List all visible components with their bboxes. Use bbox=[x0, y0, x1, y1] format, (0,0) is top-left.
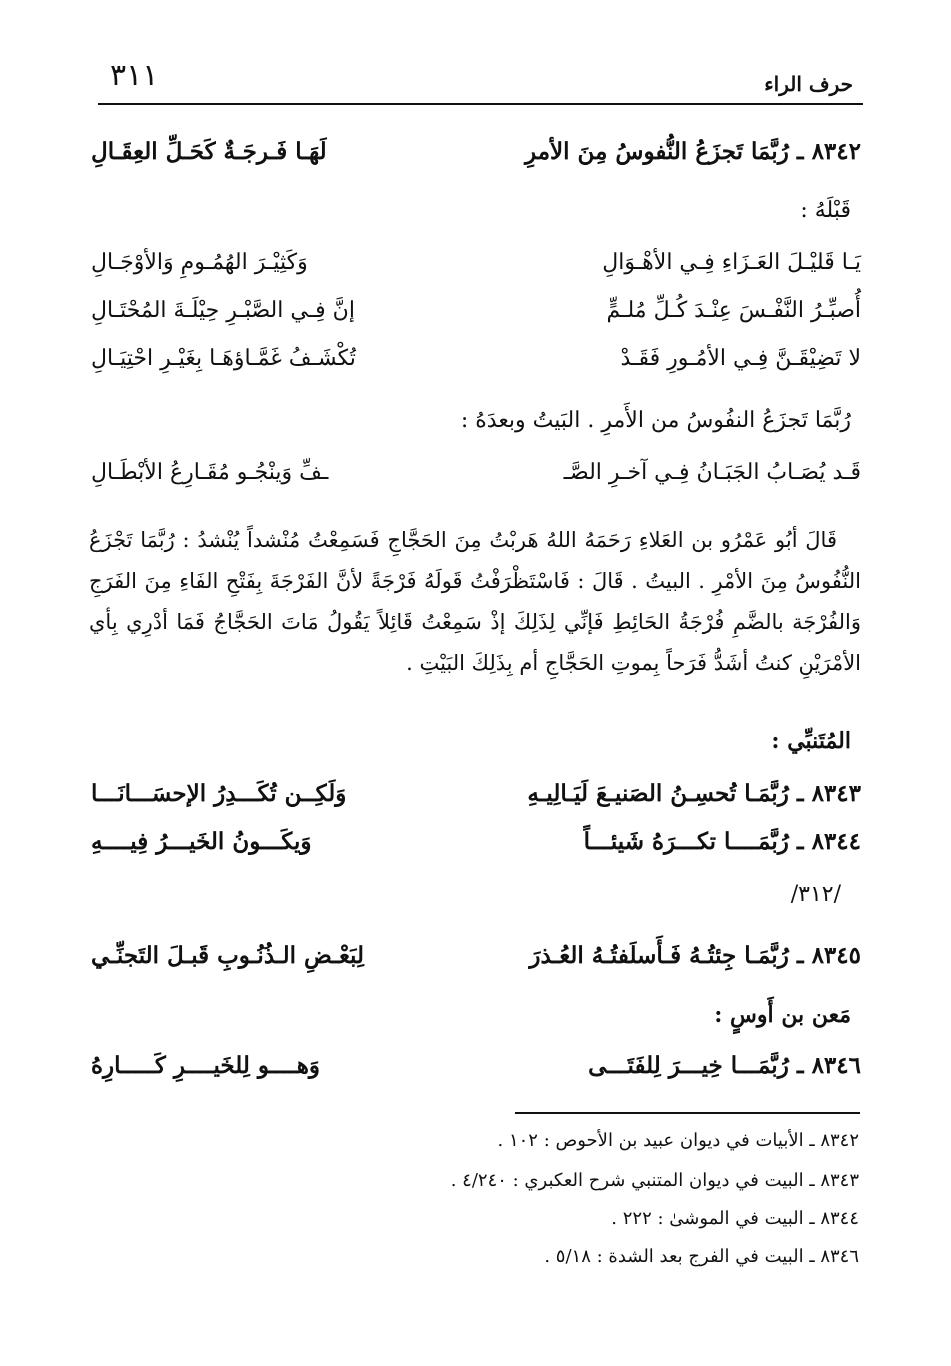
footnote-divider bbox=[515, 1112, 860, 1114]
maan-label: مَعن بن أَوسٍ : bbox=[714, 1002, 851, 1028]
footnote-8344: ٨٣٤٤ ـ البيت في الموشىٰ : ٢٢٢ . bbox=[611, 1208, 859, 1229]
verse-8342-second-hemistich: لَهَـا فَـرجَـةٌ كَحَـلِّ العِقَـالِ bbox=[91, 138, 327, 165]
footnote-8346: ٨٣٤٦ ـ البيت في الفرج بعد الشدة : ٥/١٨ . bbox=[544, 1246, 859, 1267]
preceding-verse-3-second: تُكْشَـفُ غَمَّـاؤهَـا بِغَيْـرِ احْتِيَـالِ bbox=[91, 346, 356, 371]
verse-8343 bbox=[91, 780, 861, 820]
footnote-8342: ٨٣٤٢ ـ الأبيات في ديوان عبيد بن الأحوص : ١٠٢ . bbox=[497, 1130, 859, 1151]
preceding-verse-2 bbox=[91, 298, 861, 338]
verse-8342 bbox=[91, 138, 861, 178]
following-verse bbox=[91, 460, 861, 500]
verse-8343-first-hemistich: ٨٣٤٣ ـ رُبَّمَـا تُحسِـنُ الصَنيـعَ لَيَـالِيـهِ bbox=[527, 780, 861, 807]
preceding-verse-3-first: لا تَضِيْقَـنَّ فِـي الأمُـورِ فَقَـدْ bbox=[620, 346, 861, 371]
verse-8346-second-hemistich: وَهــــو لِلخَيــــرِ كَـــــارِهُ bbox=[91, 1052, 320, 1079]
after-label: رُبَّمَا تَجزَعُ النفُوسُ من الأَمرِ . البَيتُ وبعدَهُ : bbox=[460, 408, 851, 433]
following-verse-second: ـفِّ وَينْجُـو مُقَـارِعُ الأبْطَـالِ bbox=[91, 460, 329, 485]
verse-8345-second-hemistich: لِبَعْـضِ الـذُنُـوبِ قَبـلَ التَجنِّـي bbox=[91, 942, 364, 969]
header-divider bbox=[98, 103, 863, 105]
verse-8346 bbox=[91, 1052, 861, 1092]
mutanabbi-label: المُتَنبِّي : bbox=[771, 728, 851, 754]
page-marker: /٣١٢/ bbox=[790, 882, 841, 907]
qablahu-label: قَبْلَهُ : bbox=[800, 198, 851, 223]
verse-8345-first-hemistich: ٨٣٤٥ ـ رُبَّمَـا جِئتُـهُ فَـأَسلَفتُـهُ العُـذرَ bbox=[529, 942, 861, 969]
running-header-title: حرف الراء bbox=[764, 72, 853, 96]
verse-8345 bbox=[91, 942, 861, 982]
verse-8344-first-hemistich: ٨٣٤٤ ـ رُبَّمَــــا تكـــرَهُ شَيئـــاً bbox=[583, 828, 861, 855]
verse-8344-second-hemistich: وَيكَـــونُ الخَيـــرُ فِيــــهِ bbox=[91, 828, 312, 855]
verse-8346-first-hemistich: ٨٣٤٦ ـ رُبَّمَـــا خِيـــرَ لِلفَتَـــى bbox=[588, 1052, 861, 1079]
footnote-8343: ٨٣٤٣ ـ البيت في ديوان المتنبي شرح العكبري : ٤/٢٤٠ . bbox=[450, 1170, 859, 1191]
preceding-verse-3 bbox=[91, 346, 861, 386]
preceding-verse-2-second: إنَّ فِـي الصَّبْـرِ حِيْلَـةَ المُحْتَـالِ bbox=[91, 298, 355, 323]
page-number: ٣١١ bbox=[110, 58, 159, 93]
preceding-verse-1-second: وَكَثِيْـرَ الهُمُـومِ وَالأوْجَـالِ bbox=[91, 250, 308, 275]
preceding-verse-1 bbox=[91, 250, 861, 290]
verse-8344 bbox=[91, 828, 861, 868]
following-verse-first: قَـد يُصَـابُ الجَبَـانُ فِـي آخـرِ الصَّـ bbox=[563, 460, 861, 485]
preceding-verse-2-first: أُصبِّـرُ النَّفْـسَ عِنْـدَ كُـلِّ مُلـمٍّ bbox=[606, 298, 861, 323]
verse-8343-second-hemistich: وَلَكِــن تُكَـــدِرُ الإحسَـــانَـــا bbox=[91, 780, 347, 807]
anecdote-paragraph bbox=[89, 520, 861, 684]
verse-8342-first-hemistich: ٨٣٤٢ ـ رُبَّمَا تَجزَعُ النُّفوسُ مِنَ الأمرِ bbox=[525, 138, 861, 165]
preceding-verse-1-first: يَـا قَليْـلَ العَـزَاءِ فِـي الأهْـوَالِ bbox=[602, 250, 861, 275]
anecdote-text: قَالَ أبُو عَمْرُو بن العَلاءِ رَحَمَهُ اللهُ هَربْتُ مِنَ الحَجَّاجِ فَسَمِعْتُ مُنْشداً يُنْشدُ : رُبَّمَا تَجْزَعُ النُّفُوسُ مِنَ الأمْرِ . البيتُ . قَالَ : فَاسْتَظْرَفْتُ قَولَهُ فَرْجَةً لأنَّ الفَرْجَةَ بِفَتْحِ الفَاءِ مِنَ الفَرَجِ وَالفُرْجَة بالضَّمِ فُرْجَةُ الحَائِطِ فَإنِّي لِذَلِكَ إذْ سَمِعْتُ قَائِلاً يَقُولُ مَاتَ الحَجَّاجُ فَمَا أدْرِي بِأي الأمْرَيْنِ كنتُ أشَدُّ فَرَحاً بِموتِ الحَجَّاجِ أم بِذَلِكَ البَيْتِ . bbox=[89, 528, 861, 675]
